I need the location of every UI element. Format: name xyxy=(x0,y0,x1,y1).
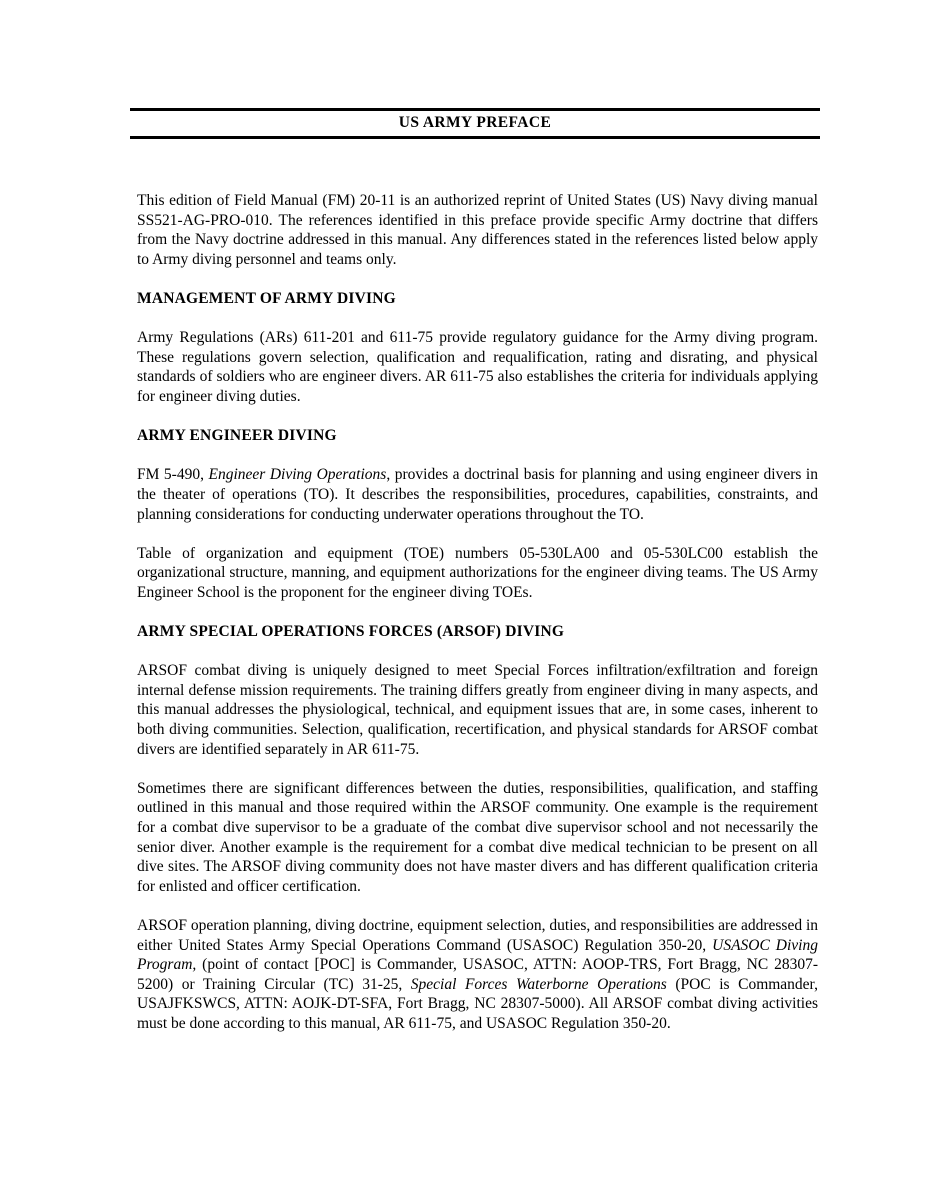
paragraph xyxy=(137,544,818,603)
section-heading xyxy=(137,622,818,642)
document-body xyxy=(137,191,818,1053)
text-run: ARMY SPECIAL OPERATIONS FORCES (ARSOF) DIVING xyxy=(137,623,565,641)
text-run: Army Regulations (ARs) 611-201 and 611-75 provide regulatory guidance for the Army diving program. These regulations govern selection, qualification and requalification, rating and disrating, and physical standards of soldiers who are engineer divers. AR 611-75 also establishes the criteria for individuals applying for engineer diving duties. xyxy=(137,329,818,405)
paragraph xyxy=(137,779,818,897)
paragraph xyxy=(137,328,818,406)
text-run: FM 5-490, xyxy=(137,466,209,484)
section-heading xyxy=(137,426,818,446)
text-run: ARSOF combat diving is uniquely designed to meet Special Forces infiltration/exfiltration and foreign internal defense mission requirements. The training differs greatly from engineer diving in many aspects, and this manual addresses the physiological, technical, and equipment issues that are, in some cases, inherent to both diving communities. Selection, qualification, recertification, and physical standards for ARSOF combat divers are identified separately in AR 611-75. xyxy=(137,662,818,758)
text-run: MANAGEMENT OF ARMY DIVING xyxy=(137,289,396,307)
paragraph xyxy=(137,465,818,524)
page-header xyxy=(130,108,820,139)
text-run: ARSOF operation planning, diving doctrine, equipment selection, duties, and responsibilities are addressed in either United States Army Special Operations Command (USASOC) Regulation 350-20, xyxy=(137,916,819,954)
italic-text-run: Special Forces Waterborne Operations xyxy=(410,975,667,993)
text-run: Table of organization and equipment (TOE) numbers 05-530LA00 and 05-530LC00 establish the organizational structure, manning, and equipment authorizations for the engineer diving teams. The US Army Engineer School is the proponent for the engineer diving TOEs. xyxy=(137,544,818,601)
paragraph xyxy=(137,661,818,759)
text-run: (point of contact [POC] is Commander, USASOC, ATTN: AOOP-TRS, Fort Bragg, NC 28307-5200) or Training Circular (TC) 31-25, xyxy=(137,956,818,993)
paragraph xyxy=(137,916,818,1034)
text-run: (POC is Commander, USAJFKSWCS, ATTN: AOJK-DT-SFA, Fort Bragg, NC 28307-5000). All ARSOF combat diving activities must be done according to this manual, AR 611-75, and USASOC Regulation 350-20. xyxy=(137,975,818,1032)
paragraph xyxy=(137,191,818,269)
italic-text-run: Engineer Diving Operations xyxy=(208,466,387,484)
page-title: US ARMY PREFACE xyxy=(398,114,552,131)
section-heading xyxy=(137,289,818,309)
italic-text-run: USASOC Diving Program, xyxy=(137,936,818,974)
text-run: Sometimes there are significant differences between the duties, responsibilities, qualification, and staffing outlined in this manual and those required within the ARSOF community. One example is the requirement for a combat dive supervisor to be a graduate of the combat dive supervisor school and not necessarily the senior diver. Another example is the requirement for a combat dive medical technician to be present on all dive sites. The ARSOF diving community does not have master divers and has different qualification criteria for enlisted and officer certification. xyxy=(137,779,818,895)
text-run: This edition of Field Manual (FM) 20-11 is an authorized reprint of United States (US) Navy diving manual SS521-AG-PRO-010. The references identified in this preface provide specific Army doctrine that differs from the Navy doctrine addressed in this manual. Any differences stated in the references listed below apply to Army diving personnel and teams only. xyxy=(137,192,818,268)
text-run: , provides a doctrinal basis for planning and using engineer divers in the theater of operations (TO). It describes the responsibilities, procedures, capabilities, constraints, and planning considerations for conducting underwater operations throughout the TO. xyxy=(137,466,818,523)
text-run: ARMY ENGINEER DIVING xyxy=(137,427,337,445)
